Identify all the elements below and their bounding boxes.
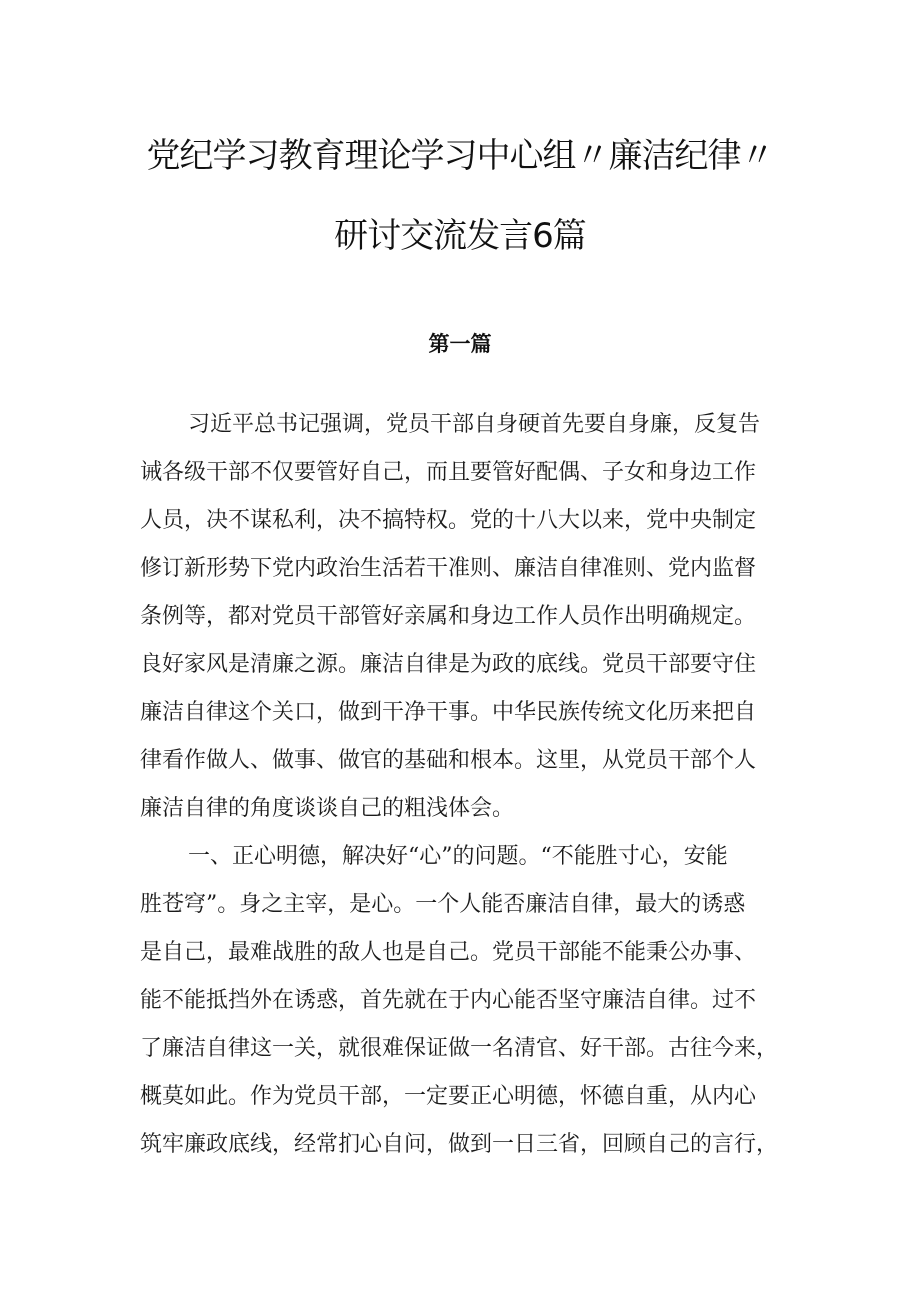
paragraph-line: 概莫如此。作为党员干部，一定要正心明德，怀德自重，从内心	[140, 1084, 757, 1109]
paragraph-line: 一、正心明德，解决好“心”的问题。“不能胜寸心，安能	[188, 844, 728, 869]
section-heading: 第一篇	[428, 332, 492, 356]
paragraph-line: 习近平总书记强调，党员干部自身硬首先要自身廉，反复告	[188, 412, 761, 437]
paragraph-line: 律看作做人、做事、做官的基础和根本。这里，从党员干部个人	[140, 748, 757, 773]
paragraph-line: 胜苍穹”。身之主宰，是心。一个人能否廉洁自律，最大的诱惑	[140, 892, 746, 917]
paragraph-line: 诫各级干部不仅要管好自己，而且要管好配偶、子女和身边工作	[140, 460, 757, 485]
paragraph-line: 能不能抵挡外在诱惑，首先就在于内心能否坚守廉洁自律。过不	[140, 988, 757, 1013]
document-title-line-1: 党纪学习教育理论学习中心组〃廉洁纪律〃	[146, 136, 774, 176]
paragraph-line: 廉洁自律的角度谈谈自己的粗浅体会。	[140, 796, 515, 821]
paragraph-line: 了廉洁自律这一关，就很难保证做一名清官、好干部。古往今来，	[140, 1036, 779, 1061]
paragraph-line: 廉洁自律这个关口，做到干净干事。中华民族传统文化历来把自	[140, 700, 757, 725]
paragraph-line: 是自己，最难战胜的敌人也是自己。党员干部能不能秉公办事、	[140, 940, 757, 965]
paragraph-line: 良好家风是清廉之源。廉洁自律是为政的底线。党员干部要守住	[140, 652, 757, 677]
paragraph-line: 修订新形势下党内政治生活若干准则、廉洁自律准则、党内监督	[140, 556, 757, 581]
document-title-line-2: 研讨交流发言6篇	[334, 216, 586, 256]
paragraph-line: 筑牢廉政底线，经常扪心自问，做到一日三省，回顾自己的言行，	[140, 1132, 779, 1157]
paragraph-line: 条例等，都对党员干部管好亲属和身边工作人员作出明确规定。	[140, 604, 757, 629]
paragraph-line: 人员，决不谋私利，决不搞特权。党的十八大以来，党中央制定	[140, 508, 757, 533]
